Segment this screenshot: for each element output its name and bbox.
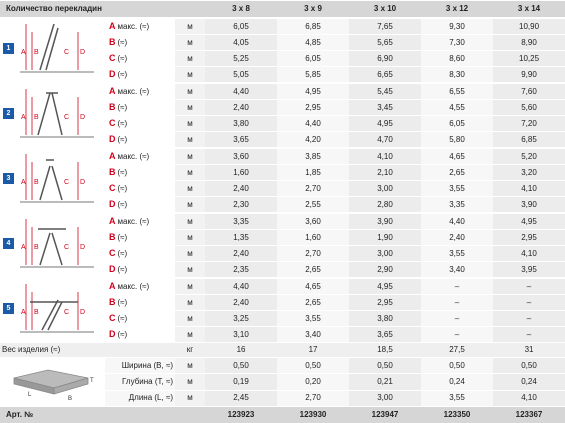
unit-cell: м	[175, 83, 205, 100]
svg-text:C: C	[64, 244, 69, 251]
dimension-label: (≈)	[118, 168, 128, 177]
value-cell: 2,95	[277, 100, 349, 116]
value-cell: 3,35	[421, 197, 493, 214]
value-cell: 3,45	[349, 100, 421, 116]
value-cell: 4,40	[205, 278, 277, 295]
ladder-diagram-icon	[18, 282, 96, 334]
value-cell: 3,80	[205, 116, 277, 132]
configuration-blocks	[0, 18, 565, 343]
svg-text:D: D	[80, 49, 85, 56]
value-cell: 4,10	[493, 246, 565, 262]
value-cell: 2,40	[205, 295, 277, 311]
value-cell: 2,35	[205, 262, 277, 279]
svg-text:C: C	[64, 114, 69, 121]
dimension-letter	[105, 278, 175, 295]
dimension-label: (≈)	[118, 184, 128, 193]
value-cell: 3,20	[493, 165, 565, 181]
value-cell: –	[493, 295, 565, 311]
weight-value: 27,5	[421, 343, 493, 358]
value-cell: 3,60	[205, 148, 277, 165]
value-cell: 2,95	[493, 230, 565, 246]
value-cell: –	[493, 311, 565, 327]
dimension-letter-value: B	[109, 102, 116, 112]
value-cell: 7,30	[421, 35, 493, 51]
value-cell: 3,65	[349, 327, 421, 343]
value-cell: 3,80	[349, 311, 421, 327]
weight-value: 16	[205, 343, 277, 358]
value-cell: 4,95	[277, 83, 349, 100]
unit-cell: м	[175, 230, 205, 246]
svg-text:A: A	[21, 309, 26, 316]
value-cell: 10,90	[493, 18, 565, 35]
spec-row	[0, 213, 565, 230]
configuration-diagram	[0, 148, 105, 213]
dimension-label: (≈)	[118, 103, 128, 112]
ladder-diagram-icon	[18, 87, 96, 139]
value-cell: 3,55	[277, 311, 349, 327]
value-cell: 4,10	[493, 181, 565, 197]
dimension-letter	[105, 165, 175, 181]
article-number: 123367	[493, 407, 565, 423]
ladder-diagram-icon	[18, 152, 96, 204]
dimension-row-label: Ширина (B, ≈)	[105, 358, 175, 374]
value-cell: 5,25	[205, 51, 277, 67]
dimension-label: (≈)	[118, 38, 128, 47]
value-cell: 4,05	[205, 35, 277, 51]
dimension-letter	[105, 18, 175, 35]
dimension-letter-value: B	[109, 37, 116, 47]
dimension-letter	[105, 116, 175, 132]
dimension-letter-value: C	[109, 313, 116, 323]
value-cell: 3,10	[205, 327, 277, 343]
value-cell: 0,50	[493, 358, 565, 374]
dimension-letter	[105, 35, 175, 51]
value-cell: 2,40	[421, 230, 493, 246]
dimension-letter-value: D	[109, 134, 116, 144]
dimension-letter-value: C	[109, 183, 116, 193]
box-label-l: L	[28, 392, 32, 398]
unit-cell: м	[175, 165, 205, 181]
unit-cell: м	[175, 262, 205, 279]
value-cell: 0,19	[205, 374, 277, 390]
column-header: 3 x 12	[421, 1, 493, 19]
value-cell: 5,20	[493, 148, 565, 165]
dimension-label: (≈)	[118, 135, 128, 144]
dimension-letter-value: C	[109, 248, 116, 258]
value-cell: 4,20	[277, 132, 349, 149]
value-cell: 4,10	[493, 390, 565, 406]
value-cell: 6,05	[421, 116, 493, 132]
dimension-letter	[105, 262, 175, 279]
value-cell: 2,70	[277, 246, 349, 262]
dimension-label: (≈)	[118, 330, 128, 339]
dimensions-block	[0, 358, 565, 407]
dimension-letter-value: C	[109, 53, 116, 63]
value-cell: 2,30	[205, 197, 277, 214]
value-cell: 3,00	[349, 390, 421, 406]
value-cell: 3,60	[277, 213, 349, 230]
value-cell: 3,00	[349, 246, 421, 262]
svg-text:B: B	[34, 309, 39, 316]
value-cell: 4,55	[421, 100, 493, 116]
dimension-letter-value: B	[109, 297, 116, 307]
value-cell: 5,80	[421, 132, 493, 149]
dimension-letter	[105, 83, 175, 100]
dimension-letter-value: D	[109, 199, 116, 209]
value-cell: 2,95	[349, 295, 421, 311]
unit-cell: м	[175, 18, 205, 35]
unit-cell: м	[175, 100, 205, 116]
value-cell: 4,40	[205, 83, 277, 100]
dimension-letter	[105, 197, 175, 214]
header-row	[0, 1, 565, 19]
dimension-label: (≈)	[118, 298, 128, 307]
column-header: 3 x 14	[493, 1, 565, 19]
configuration-number-badge: 4	[3, 238, 14, 249]
value-cell: 4,85	[277, 35, 349, 51]
value-cell: 3,35	[205, 213, 277, 230]
value-cell: 0,50	[349, 358, 421, 374]
dimension-letter	[105, 181, 175, 197]
value-cell: 2,65	[277, 262, 349, 279]
value-cell: 6,85	[493, 132, 565, 149]
value-cell: 6,65	[349, 67, 421, 84]
dimension-label: (≈)	[118, 54, 128, 63]
value-cell: 3,55	[421, 390, 493, 406]
value-cell: 0,20	[277, 374, 349, 390]
svg-text:B: B	[34, 179, 39, 186]
dimension-letter-value: C	[109, 118, 116, 128]
value-cell: 3,90	[493, 197, 565, 214]
svg-text:D: D	[80, 179, 85, 186]
dimension-row-label: Глубина (T, ≈)	[105, 374, 175, 390]
value-cell: 6,90	[349, 51, 421, 67]
value-cell: 3,95	[493, 262, 565, 279]
dimension-letter-value: A	[109, 151, 116, 161]
dimension-label: (≈)	[118, 314, 128, 323]
value-cell: –	[421, 278, 493, 295]
value-cell: 2,80	[349, 197, 421, 214]
configuration-number-badge: 5	[3, 303, 14, 314]
value-cell: 5,65	[349, 35, 421, 51]
value-cell: 3,55	[421, 181, 493, 197]
unit-cell: м	[175, 148, 205, 165]
value-cell: 6,05	[277, 51, 349, 67]
value-cell: 6,05	[205, 18, 277, 35]
value-cell: 0,24	[493, 374, 565, 390]
package-box-icon	[8, 364, 98, 404]
value-cell: 9,90	[493, 67, 565, 84]
dimension-label: (≈)	[118, 200, 128, 209]
value-cell: 2,40	[205, 181, 277, 197]
unit-cell: м	[175, 295, 205, 311]
value-cell: –	[421, 295, 493, 311]
dimension-label: макс. (≈)	[118, 217, 150, 226]
value-cell: 4,65	[421, 148, 493, 165]
dimension-letter-value: D	[109, 264, 116, 274]
dimension-letter	[105, 230, 175, 246]
svg-text:A: A	[21, 179, 26, 186]
dimension-letter	[105, 213, 175, 230]
dimension-letter-value: A	[109, 216, 116, 226]
unit-cell: м	[175, 51, 205, 67]
unit-cell: м	[175, 311, 205, 327]
svg-text:C: C	[64, 309, 69, 316]
dimension-letter-value: A	[109, 281, 116, 291]
unit-cell: м	[175, 132, 205, 149]
value-cell: 0,50	[277, 358, 349, 374]
weight-label: Вес изделия (≈)	[0, 343, 175, 358]
svg-text:B: B	[34, 114, 39, 121]
value-cell: 0,24	[421, 374, 493, 390]
value-cell: –	[493, 278, 565, 295]
svg-text:D: D	[80, 244, 85, 251]
unit-cell: м	[175, 197, 205, 214]
value-cell: 4,95	[493, 213, 565, 230]
dimension-label: (≈)	[118, 249, 128, 258]
svg-text:A: A	[21, 114, 26, 121]
dimension-letter	[105, 246, 175, 262]
article-number: 123923	[205, 407, 277, 423]
value-cell: 4,40	[277, 116, 349, 132]
article-number: 123350	[421, 407, 493, 423]
value-cell: 1,85	[277, 165, 349, 181]
article-number: 123947	[349, 407, 421, 423]
unit-cell: м	[175, 278, 205, 295]
value-cell: 3,55	[421, 246, 493, 262]
dimension-letter-value: D	[109, 69, 116, 79]
dimension-letter-value: A	[109, 21, 116, 31]
value-cell: 3,85	[277, 148, 349, 165]
value-cell: 0,21	[349, 374, 421, 390]
svg-text:D: D	[80, 114, 85, 121]
weight-value: 17	[277, 343, 349, 358]
value-cell: 8,90	[493, 35, 565, 51]
configuration-number-badge: 3	[3, 173, 14, 184]
svg-text:B: B	[34, 244, 39, 251]
configuration-diagram	[0, 213, 105, 278]
value-cell: 3,65	[205, 132, 277, 149]
value-cell: 3,90	[349, 213, 421, 230]
value-cell: 2,55	[277, 197, 349, 214]
value-cell: 8,60	[421, 51, 493, 67]
dimension-letter-value: B	[109, 167, 116, 177]
value-cell: 10,25	[493, 51, 565, 67]
unit-cell: м	[175, 246, 205, 262]
dimension-label: макс. (≈)	[118, 282, 150, 291]
value-cell: 2,70	[277, 390, 349, 406]
value-cell: 5,60	[493, 100, 565, 116]
article-label: Арт. №	[0, 407, 205, 423]
value-cell: 9,30	[421, 18, 493, 35]
configuration-diagram	[0, 18, 105, 83]
value-cell: 2,40	[205, 246, 277, 262]
value-cell: 5,85	[277, 67, 349, 84]
svg-text:B: B	[34, 49, 39, 56]
value-cell: 2,40	[205, 100, 277, 116]
spec-row	[0, 148, 565, 165]
value-cell: 8,30	[421, 67, 493, 84]
value-cell: 6,85	[277, 18, 349, 35]
value-cell: 4,40	[421, 213, 493, 230]
svg-text:C: C	[64, 49, 69, 56]
dimension-letter	[105, 132, 175, 149]
value-cell: 0,50	[205, 358, 277, 374]
unit-cell: м	[175, 390, 205, 406]
configuration-number-badge: 1	[3, 43, 14, 54]
value-cell: 1,60	[277, 230, 349, 246]
dimension-label: (≈)	[118, 70, 128, 79]
unit-cell: м	[175, 181, 205, 197]
dimension-label: макс. (≈)	[118, 22, 150, 31]
dimension-label: макс. (≈)	[118, 152, 150, 161]
value-cell: –	[421, 327, 493, 343]
value-cell: 0,50	[421, 358, 493, 374]
dimension-row-label: Длина (L, ≈)	[105, 390, 175, 406]
svg-text:A: A	[21, 49, 26, 56]
weight-row	[0, 343, 565, 358]
unit-cell: м	[175, 327, 205, 343]
unit-cell: м	[175, 67, 205, 84]
configuration-diagram	[0, 83, 105, 148]
svg-text:C: C	[64, 179, 69, 186]
value-cell: 2,90	[349, 262, 421, 279]
dimension-label: (≈)	[118, 265, 128, 274]
value-cell: 6,55	[421, 83, 493, 100]
unit-cell: м	[175, 358, 205, 374]
value-cell: 4,70	[349, 132, 421, 149]
value-cell: 1,35	[205, 230, 277, 246]
configuration-number-badge: 2	[3, 108, 14, 119]
value-cell: 2,65	[277, 295, 349, 311]
value-cell: 7,20	[493, 116, 565, 132]
value-cell: 4,95	[349, 278, 421, 295]
value-cell: 7,60	[493, 83, 565, 100]
value-cell: 1,90	[349, 230, 421, 246]
value-cell: 4,10	[349, 148, 421, 165]
weight-unit: кг	[175, 343, 205, 358]
dimension-letter-value: D	[109, 329, 116, 339]
box-label-b: B	[68, 396, 72, 402]
unit-cell: м	[175, 35, 205, 51]
spec-row	[0, 83, 565, 100]
value-cell: 4,65	[277, 278, 349, 295]
value-cell: 5,05	[205, 67, 277, 84]
unit-cell: м	[175, 374, 205, 390]
column-header: 3 x 9	[277, 1, 349, 19]
column-header: 3 x 8	[205, 1, 277, 19]
value-cell: –	[421, 311, 493, 327]
unit-cell: м	[175, 116, 205, 132]
spec-row	[0, 278, 565, 295]
spec-row	[0, 18, 565, 35]
svg-text:A: A	[21, 244, 26, 251]
weight-value: 31	[493, 343, 565, 358]
value-cell: 2,10	[349, 165, 421, 181]
ladder-diagram-icon	[18, 22, 96, 74]
box-label-t: T	[90, 378, 94, 384]
value-cell: 5,45	[349, 83, 421, 100]
ladder-diagram-icon	[18, 217, 96, 269]
article-number: 123930	[277, 407, 349, 423]
weight-value: 18,5	[349, 343, 421, 358]
dimension-letter-value: B	[109, 232, 116, 242]
unit-cell: м	[175, 213, 205, 230]
dimension-label: (≈)	[118, 233, 128, 242]
article-row	[0, 407, 565, 423]
value-cell: 2,45	[205, 390, 277, 406]
dimension-letter	[105, 148, 175, 165]
dimension-letter	[105, 100, 175, 116]
dimension-letter	[105, 51, 175, 67]
dimension-label: макс. (≈)	[118, 87, 150, 96]
value-cell: –	[493, 327, 565, 343]
value-cell: 3,25	[205, 311, 277, 327]
package-diagram	[0, 358, 105, 407]
value-cell: 2,70	[277, 181, 349, 197]
value-cell: 3,40	[421, 262, 493, 279]
svg-text:D: D	[80, 309, 85, 316]
value-cell: 3,40	[277, 327, 349, 343]
dimension-letter	[105, 295, 175, 311]
dimension-letter	[105, 311, 175, 327]
dimension-label: (≈)	[118, 119, 128, 128]
value-cell: 1,60	[205, 165, 277, 181]
header-title: Количество перекладин	[0, 1, 205, 19]
value-cell: 3,00	[349, 181, 421, 197]
dimension-row	[0, 358, 565, 374]
value-cell: 7,65	[349, 18, 421, 35]
value-cell: 4,95	[349, 116, 421, 132]
dimension-letter	[105, 327, 175, 343]
value-cell: 2,65	[421, 165, 493, 181]
dimension-letter	[105, 67, 175, 84]
configuration-diagram	[0, 278, 105, 343]
column-header: 3 x 10	[349, 1, 421, 19]
dimension-letter-value: A	[109, 86, 116, 96]
